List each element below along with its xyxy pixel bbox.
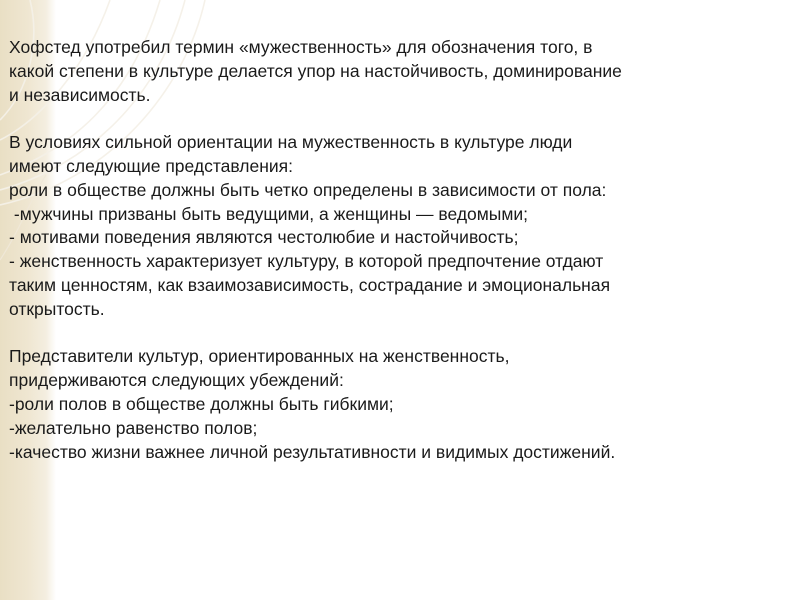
text-line: придерживаются следующих убеждений: xyxy=(9,370,344,391)
slide-text xyxy=(9,36,789,464)
text-line: роли в обществе должны быть четко определены в зависимости от пола: xyxy=(9,179,607,200)
text-line: -роли полов в обществе должны быть гибкими; xyxy=(9,393,394,414)
paragraph-gap xyxy=(9,322,789,346)
text-line: -качество жизни важнее личной результативности и видимых достижений. xyxy=(9,441,616,462)
text-line: Хофстед употребил термин «мужественность» для обозначения того, в xyxy=(9,37,593,57)
text-line: - женственность характеризует культуру, в которой предпочтение отдают xyxy=(9,251,604,272)
text-line: имеют следующие представления: xyxy=(9,155,294,176)
text-line: В условиях сильной ориентации на мужественность в культуре люди xyxy=(9,132,573,153)
text-line: - мотивами поведения являются честолюбие и настойчивость; xyxy=(9,227,519,248)
paragraph-masculine-beliefs xyxy=(9,131,789,321)
paragraph-feminine-beliefs xyxy=(9,345,789,464)
paragraph-gap xyxy=(9,107,789,131)
text-line: и независимость. xyxy=(9,84,151,105)
text-line: открытость. xyxy=(9,298,105,319)
paragraph-masculinity-definition xyxy=(9,36,789,107)
text-line: -мужчины призваны быть ведущими, а женщины — ведомыми; xyxy=(9,203,529,224)
text-line: -желательно равенство полов; xyxy=(9,417,258,438)
text-line: таким ценностям, как взаимозависимость, сострадание и эмоциональная xyxy=(9,274,611,295)
text-line: Представители культур, ориентированных на женственность, xyxy=(9,346,510,367)
text-line: какой степени в культуре делается упор на настойчивость, доминирование xyxy=(9,60,622,81)
